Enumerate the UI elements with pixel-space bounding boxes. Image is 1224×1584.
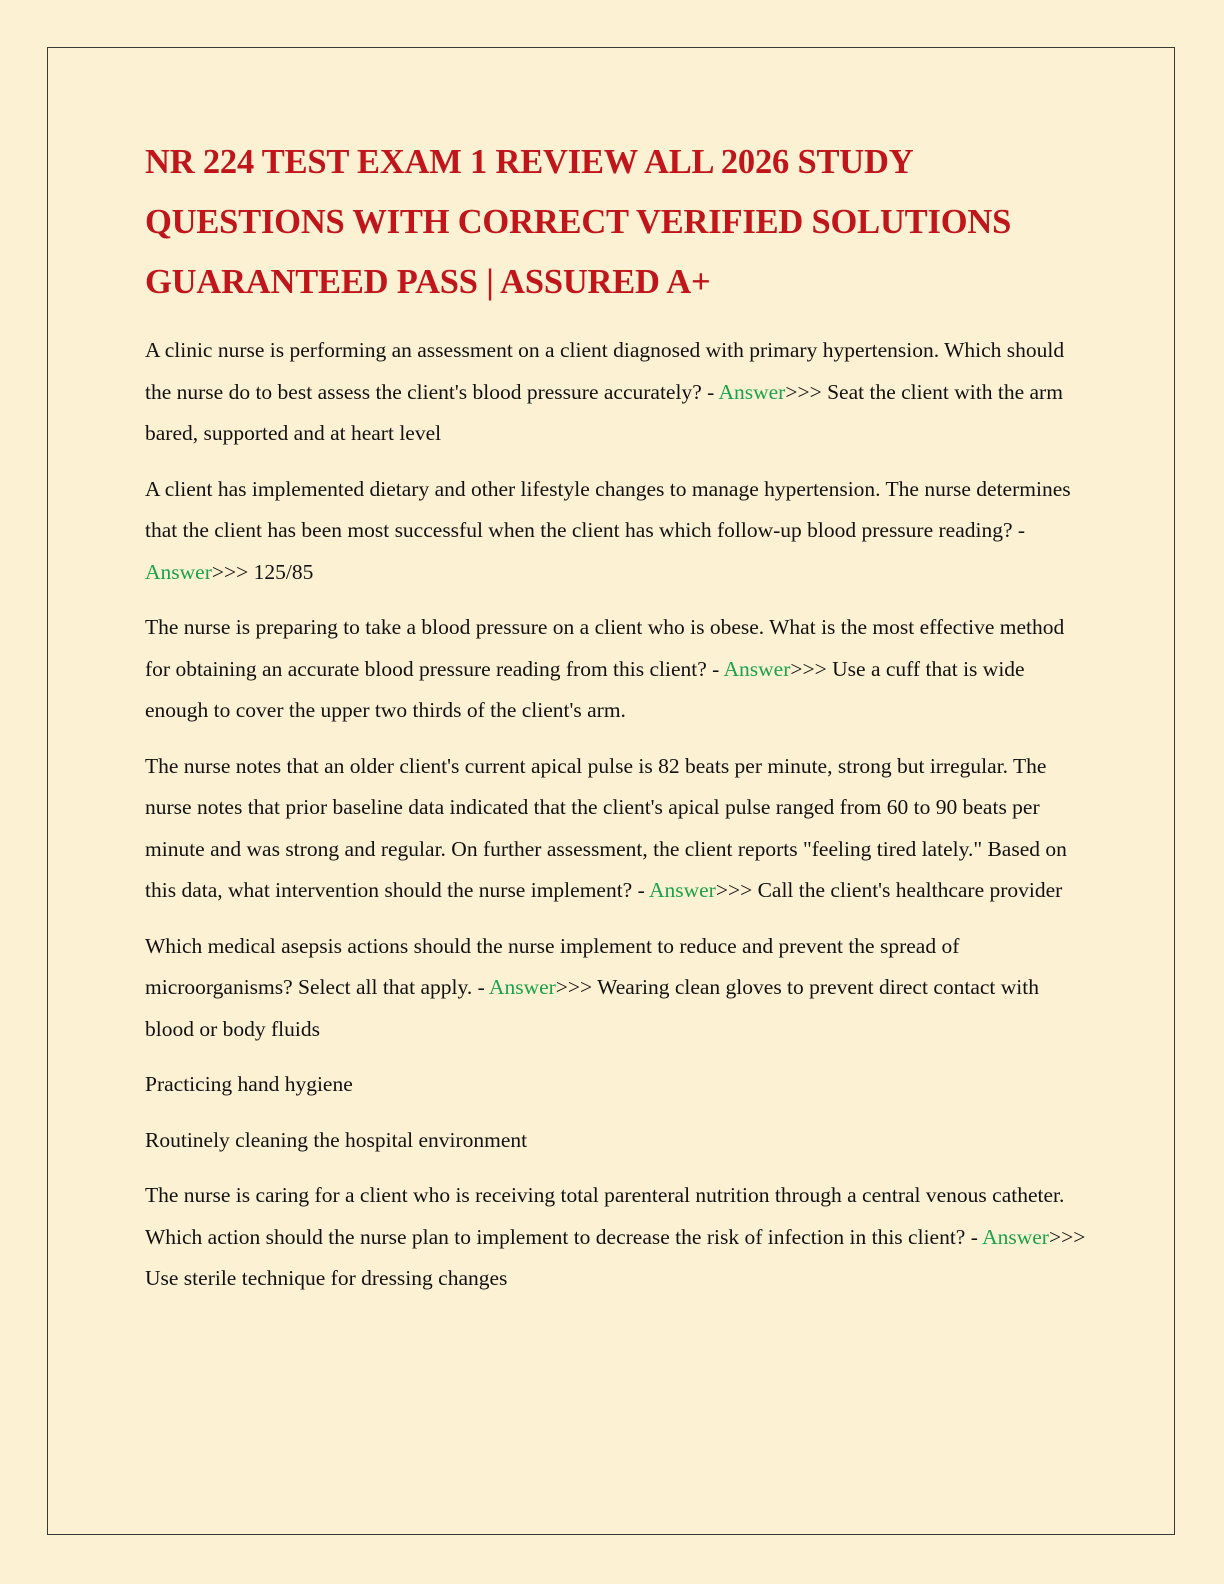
qa-entry <box>145 746 1090 912</box>
question-text: Which medical asepsis actions should the nurse implement to reduce and prevent the spread of microorganisms? Select all that apply. - <box>145 933 960 999</box>
answer-text: >>> Use a cuff that is wide enough to cover the upper two thirds of the client's arm. <box>145 656 1025 722</box>
question-text: A client has implemented dietary and other lifestyle changes to manage hypertension. The nurse determines that the client has been most successful when the client has which follow-up blood pressure reading? - <box>145 476 1071 542</box>
answer-text: >>> Seat the client with the arm bared, supported and at heart level <box>145 379 1063 445</box>
qa-entry <box>145 469 1090 594</box>
answer-label: Answer <box>648 878 716 902</box>
qa-entry <box>145 926 1090 1051</box>
answer-label: Answer <box>488 975 556 999</box>
answer-text: >>> 125/85 <box>211 559 314 584</box>
document-content <box>145 132 1090 1314</box>
document-title: NR 224 TEST EXAM 1 REVIEW ALL 2026 STUDY QUESTIONS WITH CORRECT VERIFIED SOLUTIONS GUARANTEED PASS | ASSURED A+ <box>145 143 1012 301</box>
answer-label: Answer <box>145 559 212 584</box>
question-text: The nurse is caring for a client who is receiving total parenteral nutrition through a central venous catheter. Which action should the nurse plan to implement to decrease the risk of infection in this client? - <box>145 1183 1065 1249</box>
question-text: The nurse is preparing to take a blood pressure on a client who is obese. What is the most effective method for obtaining an accurate blood pressure reading from this client? - <box>145 615 1065 681</box>
answer-label: Answer <box>982 1224 1049 1249</box>
qa-entry <box>145 1175 1090 1300</box>
answer-label: Answer <box>723 656 791 681</box>
answer-text: >>> Use sterile technique for dressing changes <box>145 1224 1086 1290</box>
extra-answer: Practicing hand hygiene <box>145 1072 353 1096</box>
answer-text: >>> Call the client's healthcare provider <box>715 878 1063 902</box>
extra-answer: Routinely cleaning the hospital environment <box>145 1127 528 1152</box>
answer-label: Answer <box>718 379 786 404</box>
question-text: The nurse notes that an older client's current apical pulse is 82 beats per minute, strong but irregular. The nurse notes that prior baseline data indicated that the client's apical pulse ranged from 60 to 90 beats per minute and was strong and regular. On further assessment, the client reports "feeling tired lately." Based on this data, what intervention should the nurse implement? - <box>145 753 1067 902</box>
answer-text: >>> Wearing clean gloves to prevent direct contact with blood or body fluids <box>145 975 1039 1041</box>
qa-entry <box>145 330 1090 455</box>
question-text: A clinic nurse is performing an assessment on a client diagnosed with primary hypertension. Which should the nurse do to best assess the client's blood pressure accurately? - <box>145 338 1065 404</box>
qa-entry <box>145 607 1090 732</box>
